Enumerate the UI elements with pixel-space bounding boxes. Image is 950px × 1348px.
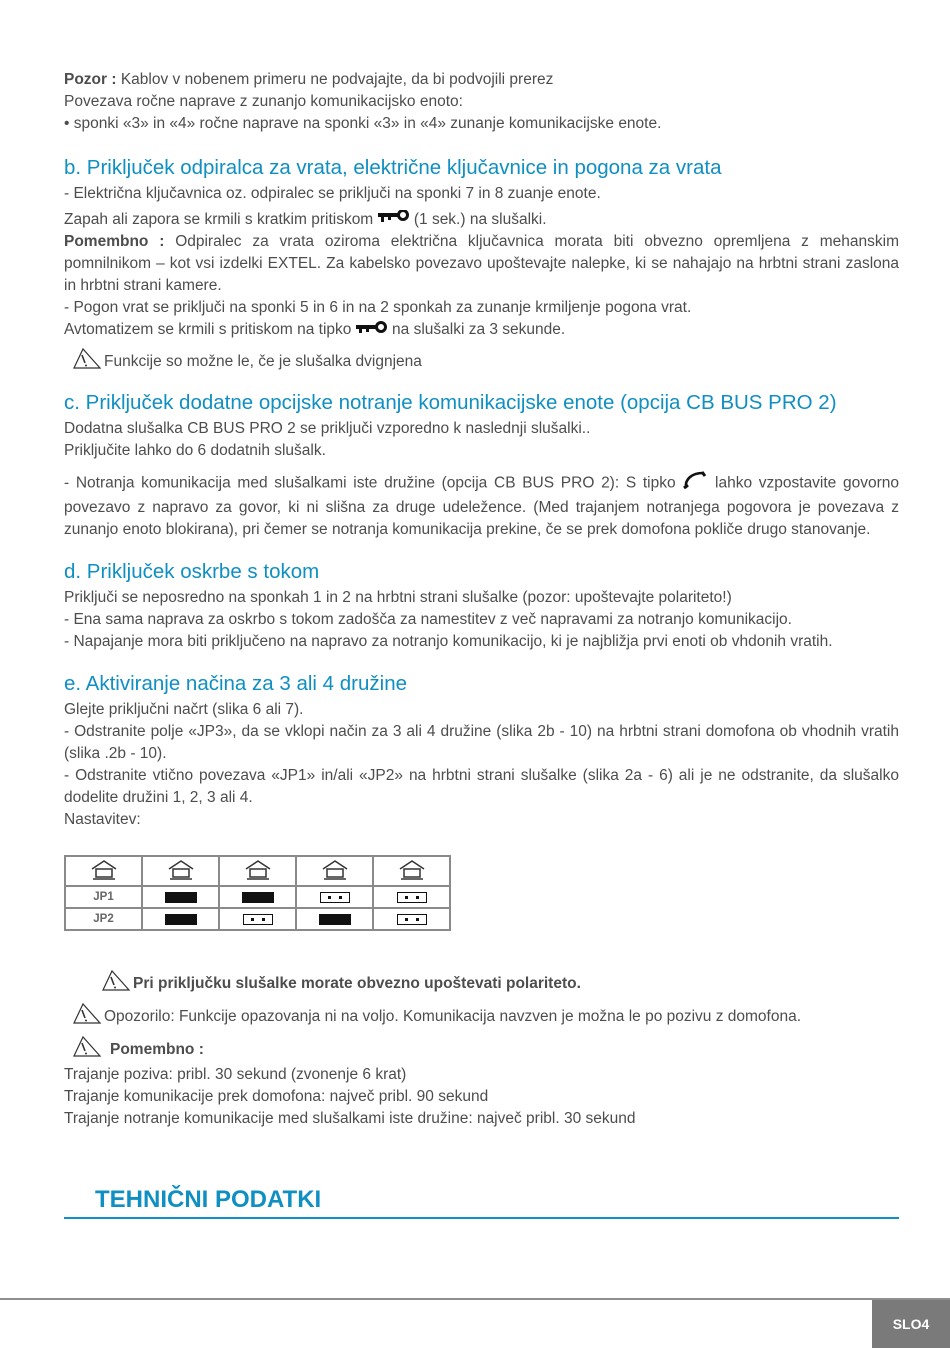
section-d-p3: - Napajanje mora biti priključeno na napravo za notranjo komunikacijo, ki je najbližja prvi enoti ob vhdonih vratih. <box>64 633 833 651</box>
section-b-p2-after: (1 sek.) na slušalki. <box>409 211 547 229</box>
jumper-closed <box>242 892 274 903</box>
section-d-p1: Priključi se neposredno na sponkah 1 in 2 na hrbtni strani slušalke (pozor: upoštevajte polariteto!) <box>64 589 732 607</box>
warning-icon <box>72 1002 102 1031</box>
duration-call: Trajanje poziva: pribl. 30 sekund (zvonenje 6 krat) <box>64 1066 407 1084</box>
jumper-cell <box>373 908 450 930</box>
section-c-p3-after: lahko vzpostavite govorno povezavo z napravo za govor, ki ni slišna za druge udeležence. (Med trajanjem notranjega pogovora je povezava z zunanjo enoto blokirana), pri čemer se notranja komunikacija prekine, če se prek domofona pokliče drugo stanovanje. <box>64 474 900 539</box>
intro-line3: • sponki «3» in «4» ročne naprave na sponki «3» in «4» zunanje komunikacijske enote. <box>64 115 662 132</box>
handset-icon <box>682 470 708 497</box>
jumper-table-header <box>65 856 450 886</box>
jumper-row-label: JP2 <box>65 908 142 930</box>
key-icon <box>378 209 410 231</box>
pomembno-label: Pomembno : <box>64 233 165 251</box>
jumper-cell <box>219 886 296 908</box>
house-icon <box>219 856 296 886</box>
section-e-heading: e. Aktiviranje načina za 3 ali 4 družine <box>64 672 408 696</box>
jumper-cell <box>142 908 219 930</box>
heading-rule <box>64 1217 899 1219</box>
jumper-open <box>320 892 350 903</box>
note-warning <box>64 1002 899 1031</box>
jumper-cell <box>373 886 450 908</box>
house-icon <box>296 856 373 886</box>
jumper-row-jp1 <box>65 886 450 908</box>
jumper-closed <box>319 914 351 925</box>
section-e-p1: Glejte priključni načrt (slika 6 ali 7). <box>64 701 304 719</box>
duration-door-comm: Trajanje komunikacije prek domofona: največ pribl. 90 sekund <box>64 1088 489 1106</box>
pozor-text: Kablov v nobenem primeru ne podvajajte, da bi podvojili prerez <box>116 71 554 88</box>
note-polarity-text: Pri priključku slušalke morate obvezno upoštevati polariteto. <box>133 975 581 993</box>
page-number-badge: SLO4 <box>872 1300 950 1348</box>
jumper-row-label: JP1 <box>65 886 142 908</box>
warning-icon <box>72 347 102 376</box>
warning-icon <box>101 969 131 998</box>
footer-rule <box>0 1298 950 1300</box>
section-b-note <box>64 347 899 376</box>
section-b-p5-after: na slušalki za 3 sekunde. <box>387 321 566 339</box>
section-b-p3-text: Odpiralec za vrata oziroma električna ključavnica morata biti obvezno opremljena z mehanskim pomnilnikom – kot vsi izdelki EXTEL. Za kabelsko povezavo upoštevajte nalepke, ki se nahajajo na hrbtni strani zaslona in hrbtni strani kamere. <box>64 233 899 295</box>
section-c-p3 <box>64 470 899 541</box>
section-b-p2 <box>64 209 899 231</box>
jumper-closed <box>165 892 197 903</box>
section-b-note-text: Funkcije so možne le, če je slušalka dvignjena <box>104 353 422 371</box>
page-content <box>64 69 899 1130</box>
section-b-p4: - Pogon vrat se priključi na sponki 5 in 6 in na 2 sponkah za zunanje krmiljenje pogona vrat. <box>64 299 692 317</box>
intro-line2: Povezava ročne naprave z zunanjo komunikacijsko enoto: <box>64 93 463 110</box>
house-icon <box>373 856 450 886</box>
warning-icon <box>72 1035 102 1064</box>
section-c-heading: c. Priključek dodatne opcijske notranje komunikacijske enote (opcija CB BUS PRO 2) <box>64 391 837 415</box>
jumper-table <box>64 855 451 931</box>
jumper-open <box>397 892 427 903</box>
jumper-cell <box>142 886 219 908</box>
jumper-open <box>397 914 427 925</box>
note-important <box>64 1035 899 1064</box>
duration-internal-comm: Trajanje notranje komunikacije med slušalkami iste družine: največ pribl. 30 sekund <box>64 1110 636 1128</box>
section-e-p4: Nastavitev: <box>64 811 141 829</box>
note-warning-text: Opozorilo: Funkcije opazovanja ni na voljo. Komunikacija navzven je možna le po pozivu z domofona. <box>104 1008 802 1026</box>
note-polarity <box>64 969 899 998</box>
section-c-p3-before: - Notranja komunikacija med slušalkami iste družine (opcija CB BUS PRO 2): S tipko <box>64 474 676 492</box>
jumper-cell <box>296 886 373 908</box>
jumper-row-jp2 <box>65 908 450 930</box>
jumper-cell <box>296 908 373 930</box>
section-e-p3: - Odstranite vtično povezava «JP1» in/ali «JP2» na hrbtni strani slušalke (slika 2a - 6) ali je ne odstranite, da slušalko dodelite družini 1, 2, 3 ali 4. <box>64 767 899 807</box>
jumper-cell <box>219 908 296 930</box>
section-b-p5 <box>64 319 899 341</box>
note-important-label: Pomembno : <box>110 1041 204 1059</box>
pozor-label: Pozor : <box>64 71 117 88</box>
section-d-heading: d. Priključek oskrbe s tokom <box>64 560 320 584</box>
house-icon <box>65 856 142 886</box>
section-b-p1: - Električna ključavnica oz. odpiralec se priključi na sponki 7 in 8 zuanje enote. <box>64 185 601 202</box>
key-icon <box>356 319 388 341</box>
section-b-p5-before: Avtomatizem se krmili s pritiskom na tipko <box>64 321 352 339</box>
main-heading: TEHNIČNI PODATKI <box>95 1186 322 1213</box>
section-c-p2: Priključite lahko do 6 dodatnih slušalk. <box>64 442 326 460</box>
section-d-p2: - Ena sama naprava za oskrbo s tokom zadošča za namestitev z več napravami za notranjo komunikacijo. <box>64 611 792 629</box>
house-icon <box>142 856 219 886</box>
section-b-heading: b. Priključek odpiralca za vrata, električne ključavnice in pogona za vrata <box>64 156 722 179</box>
section-e-p2: - Odstranite polje «JP3», da se vklopi način za 3 ali 4 družine (slika 2b - 10) na hrbtni strani domofona ob vhodnih vratih (slika .2b - 10). <box>64 723 899 763</box>
section-b-p2-before: Zapah ali zapora se krmili s kratkim pritiskom <box>64 211 374 229</box>
section-c-p1: Dodatna slušalka CB BUS PRO 2 se priključi vzporedno k naslednji slušalki.. <box>64 420 591 438</box>
jumper-open <box>243 914 273 925</box>
jumper-closed <box>165 914 197 925</box>
section-b-p3 <box>64 231 899 297</box>
intro-pozor <box>64 69 899 91</box>
